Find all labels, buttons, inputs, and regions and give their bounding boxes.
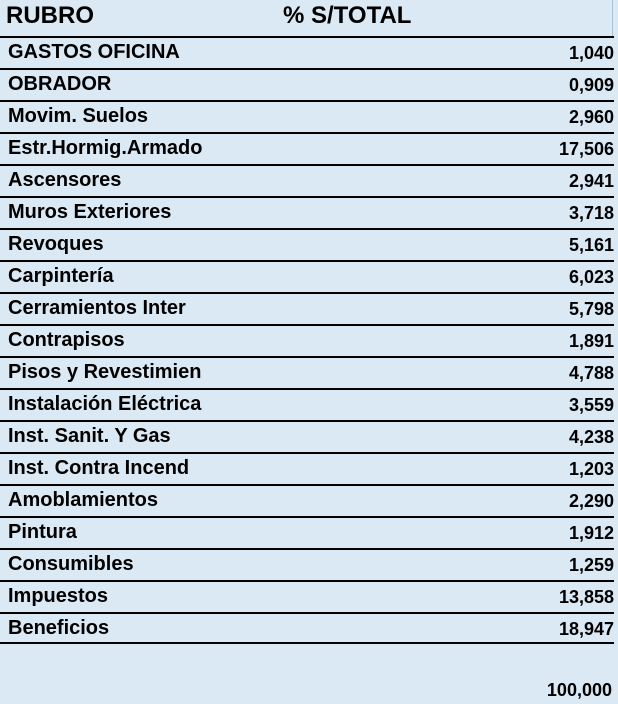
rubro-cell: Pintura — [8, 521, 77, 543]
table-row — [0, 516, 614, 548]
rubro-cell: Consumibles — [8, 553, 134, 575]
rubro-cell: Movim. Suelos — [8, 105, 149, 127]
table-row — [0, 68, 614, 100]
rubro-cell: Impuestos — [8, 585, 109, 607]
percent-cell: 1,912 — [568, 523, 614, 543]
percent-cell: 1,259 — [568, 555, 614, 575]
table-row — [0, 388, 614, 420]
grand-total-value: 100,000 — [546, 680, 612, 700]
percent-cell: 6,023 — [568, 267, 614, 287]
percent-cell: 13,858 — [558, 587, 614, 607]
percent-cell: 1,891 — [568, 331, 614, 351]
percent-cell: 5,161 — [568, 235, 614, 255]
rubro-cell: Instalación Eléctrica — [8, 393, 202, 415]
rubro-cell: Estr.Hormig.Armado — [8, 137, 203, 159]
rubro-cell: Inst. Sanit. Y Gas — [8, 425, 171, 447]
percent-cell: 1,203 — [568, 459, 614, 479]
percent-cell: 18,947 — [558, 619, 614, 639]
percent-cell: 3,718 — [568, 203, 614, 223]
rubro-cell: Contrapisos — [8, 329, 125, 351]
percent-cell: 4,788 — [568, 363, 614, 383]
percent-cell: 2,290 — [568, 491, 614, 511]
rubro-cell: Inst. Contra Incend — [8, 457, 190, 479]
table-row — [0, 324, 614, 356]
table-row — [0, 260, 614, 292]
percent-cell: 4,238 — [568, 427, 614, 447]
table-row — [0, 100, 614, 132]
total-percent-column-header: % S/TOTAL — [283, 2, 412, 29]
table-row — [0, 356, 614, 388]
rubro-cell: Beneficios — [8, 617, 110, 639]
rubro-cell: Pisos y Revestimien — [8, 361, 202, 383]
rubro-cell: Amoblamientos — [8, 489, 159, 511]
rubro-cell: Muros Exteriores — [8, 201, 172, 223]
table-row — [0, 292, 614, 324]
rubro-cell: Ascensores — [8, 169, 122, 191]
table-row — [0, 132, 614, 164]
table-header — [0, 0, 618, 36]
percent-cell: 1,040 — [568, 43, 614, 63]
table-row — [0, 228, 614, 260]
table-body — [0, 36, 618, 644]
rubro-cell: Revoques — [8, 233, 104, 255]
percent-cell: 2,960 — [568, 107, 614, 127]
percent-cell: 2,941 — [568, 171, 614, 191]
percent-cell: 0,909 — [568, 75, 614, 95]
table-row — [0, 580, 614, 612]
table-row — [0, 452, 614, 484]
rubro-cell: OBRADOR — [8, 73, 112, 95]
rubro-cell: Cerramientos Inter — [8, 297, 186, 319]
percent-cell: 17,506 — [558, 139, 614, 159]
cell-divider — [612, 0, 613, 36]
rubro-column-header: RUBRO — [6, 2, 94, 29]
table-row — [0, 548, 614, 580]
table-row — [0, 196, 614, 228]
table-row — [0, 164, 614, 196]
percent-cell: 3,559 — [568, 395, 614, 415]
table-row — [0, 36, 614, 68]
rubro-cell: GASTOS OFICINA — [8, 41, 180, 63]
rubro-cell: Carpintería — [8, 265, 114, 287]
table-row — [0, 484, 614, 516]
table-row — [0, 612, 614, 644]
percent-cell: 5,798 — [568, 299, 614, 319]
table-row — [0, 420, 614, 452]
